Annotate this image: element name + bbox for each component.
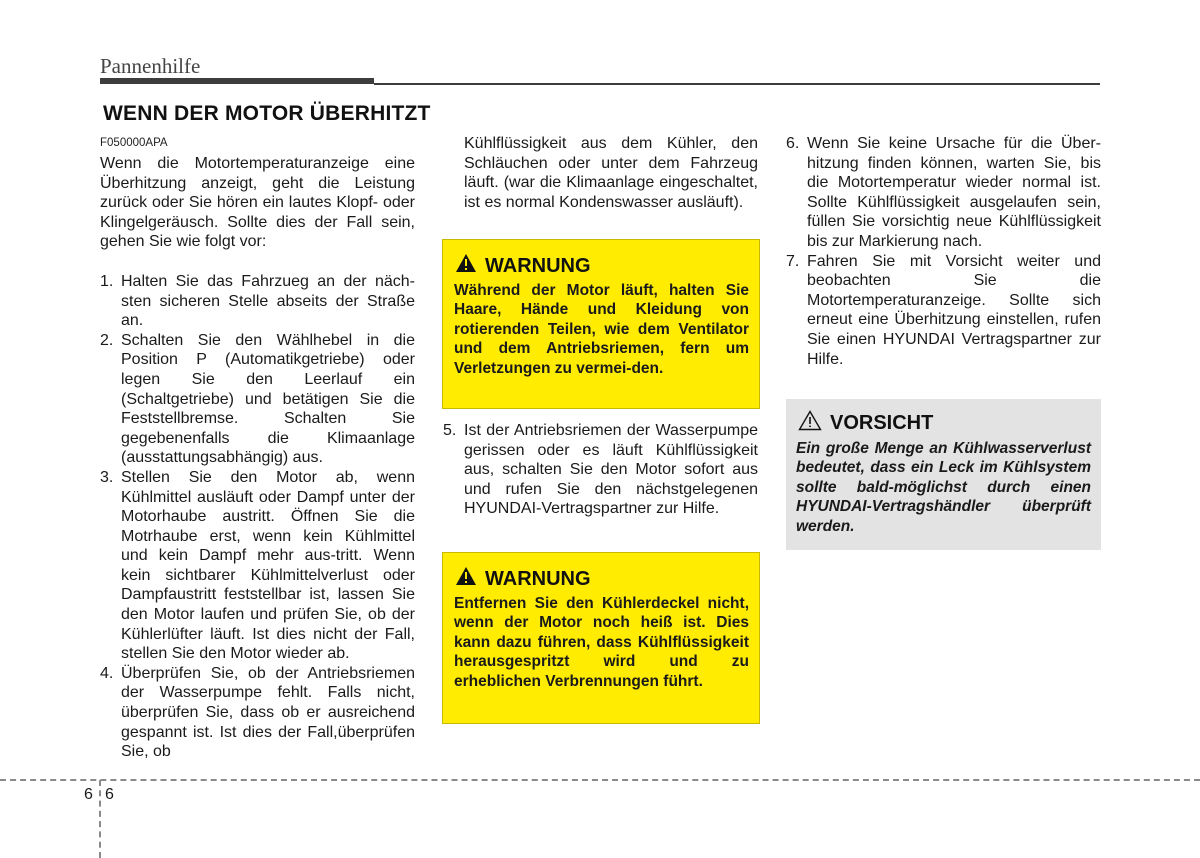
footer-vertical-divider [99,780,101,858]
step-number [443,134,464,212]
steps-list-4 [786,134,1101,369]
caution-box [786,399,1101,550]
column-2 [443,134,758,212]
steps-list-2 [443,134,758,212]
step-text: Kühlflüssigkeit aus dem Kühler, den Schläuchen oder unter dem Fahrzeug läuft. (war die Klimaanlage eingeschaltet, ist es normal Kondenswasser ausläuft). [464,135,758,211]
list-item [100,272,415,331]
document-code: F050000APA [100,137,168,149]
caution-triangle-icon [798,410,822,437]
warning-triangle-icon [455,253,477,279]
warning-text: Während der Motor läuft, halten Sie Haare, Hände und Kleidung von rotierenden Teilen, wie dem Ventilator und dem Antriebsriemen, fern um Verletzungen zu vermei-den. [454,282,749,377]
step-number: 6. [786,135,800,152]
step-number: 5. [443,422,457,439]
step-text: Stellen Sie den Motor ab, wenn Kühlmittel ausläuft oder Dampf unter der Motorhaube austritt. Öffnen Sie die Motrhaube erst, wenn kein Kühlmittel und kein Dampf mehr aus-tritt. Wenn kein sichtbarer Kühlmittelverlust oder Dampfaustritt feststellbar ist, lassen Sie den Motor laufen und prüfen Sie, ob der Kühlerlüfter läuft. Ist dies nicht der Fall, stellen Sie den Motor wieder ab. [121,468,415,663]
list-item [786,134,1101,252]
step-text: Überprüfen Sie, ob der Antriebsriemen der Wasserpumpe fehlt. Falls nicht, überprüfen Sie, dass ob er ausreichend gespannt ist. Ist dies der Fall,überprüfen Sie, ob [121,664,415,761]
list-item [100,468,415,664]
column-2-lower [443,421,758,519]
step-number: 3. [100,468,114,486]
warning-header [455,253,759,279]
warning-triangle-icon [455,566,477,592]
step-text: Halten Sie das Fahrzueg an der näch-sten sicheren Stelle abseits der Straße an. [121,272,415,330]
caution-text: Ein große Menge an Kühlwasserverlust bedeutet, dass ein Leck im Kühlsystem sollte bald-möglichst durch einen HYUNDAI-Vertragshändler überprüft werden. [796,440,1091,535]
list-item [786,252,1101,370]
step-text: Fahren Sie mit Vorsicht weiter und beobachten Sie die Motortemperaturanzeige. Sollte sich erneut eine Überhitzung einstellen, rufen Sie einen HYUNDAI Vertragspartner zur Hilfe. [807,252,1101,368]
section-header: Pannenhilfe [100,54,201,78]
steps-list-3 [443,421,758,519]
step-number: 2. [100,331,114,349]
footer-divider [0,779,1200,781]
column-3 [786,134,1101,369]
list-item [443,421,758,519]
header-rule-thin [374,83,1100,85]
intro-paragraph: Wenn die Motortemperaturanzeige eine Überhitzung anzeigt, geht die Leistung zurück oder Sie hören ein lautes Klopf- oder Klingelgeräusch. Sollte dies der Fall sein, gehen Sie wie folgt vor: [100,155,415,251]
warning-box [442,552,760,724]
page-number: 6 [105,786,114,803]
list-item [100,664,415,762]
header-rule-thick [100,78,374,84]
chapter-number: 6 [84,786,93,803]
step-number: 1. [100,272,114,290]
caution-label: VORSICHT [830,412,934,434]
steps-list-1 [100,272,415,762]
warning-box [442,239,760,409]
warning-header [455,566,759,592]
list-item [100,331,415,468]
step-number: 7. [786,252,800,270]
step-number: 4. [100,664,114,682]
warning-label: WARNUNG [485,254,591,277]
list-item [443,134,758,212]
page-title: WENN DER MOTOR ÜBERHITZT [103,102,431,125]
step-text: Wenn Sie keine Ursache für die Über-hitzung finden können, warten Sie, bis die Motortemperatur wieder normal ist. Sollte Kühlflüssigkeit ausgelaufen sein, füllen Sie vorsichtig neue Kühlflüssigkeit bis zur Markierung nach. [807,135,1101,250]
warning-label: WARNUNG [485,567,591,590]
step-text: Ist der Antriebsriemen der Wasserpumpe gerissen oder es läuft Kühlflüssigkeit aus, schalten Sie den Motor sofort aus und rufen Sie den nächstgelegenen HYUNDAI-Vertragspartner zur Hilfe. [464,422,758,518]
step-text: Schalten Sie den Wählhebel in die Position P (Automatikgetriebe) oder legen Sie den Leerlauf ein (Schaltgetriebe) und betätigen Sie die Feststellbremse. Schalten Sie gegebenenfalls die Klimaanlage (ausstattungsabhängig) aus. [121,331,415,467]
caution-header [798,410,1101,437]
warning-text: Entfernen Sie den Kühlerdeckel nicht, wenn der Motor noch heiß ist. Dies kann dazu führen, dass Kühlflüssigkeit herausgespritzt wird und zu erheblichen Verbrennungen führt. [454,595,749,690]
column-1 [100,154,415,762]
